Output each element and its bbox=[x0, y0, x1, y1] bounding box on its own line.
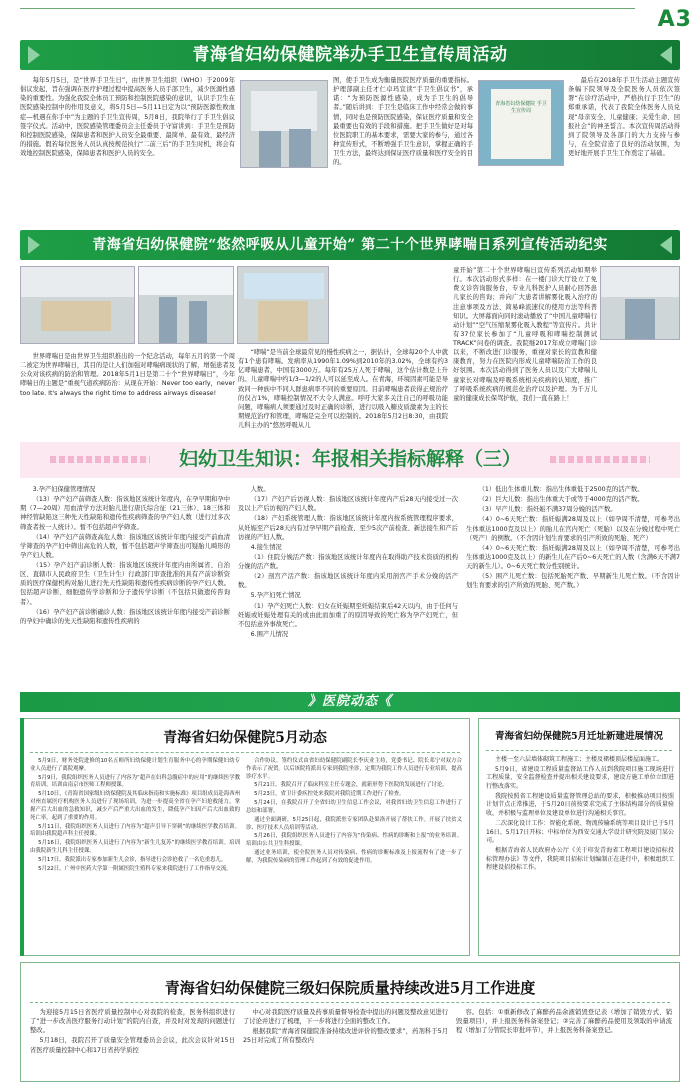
article3-item: 容。包括：①重新修改了麻醉药品余液销毁登记表（增加了销毁方式、销毁量项目），并上报医务科备案登记；②完善了麻醉药品使用及领取的申请流程（增加了分管院长审批环节），并上报医务科备案登记。 bbox=[456, 1009, 672, 1035]
knowledge-col3-p: （2）巨大儿数：指出生体重大于或等于4000克的活产数。 bbox=[478, 496, 644, 504]
news1-item: 5月9日，我院组织医务人员进行了内容为“超声在妇科急腹症中的应用”的继续医学教育培训，培训由南京市医师工程师授课。 bbox=[30, 774, 240, 789]
knowledge-col2-p: 5.孕产妇死亡情况 bbox=[250, 592, 301, 600]
article2-col3 bbox=[453, 266, 597, 438]
knowledge-col1-p: （15）孕产妇产前诊断人数：指该地区该统计年度内由所属省、自治区、直辖市人民政府卫生（卫生计生）行政部门审查批准的具有产前诊断资质的医疗保健机构对胎儿进行先天性缺陷和遗传性疾病诊断的孕产妇人数。包括超声诊断、细胞遗传学诊断和分子遗传学诊断（不包括只做遗传咨询者）。 bbox=[20, 562, 230, 606]
knowledge-col2-p: 4.接生情况 bbox=[250, 543, 282, 551]
news1-col2 bbox=[246, 758, 462, 867]
poster-caption: 青海省妇幼保健院 手卫生宣传周 bbox=[495, 101, 547, 115]
article2-col1-text: 世界哮喘日是由世界卫生组织推出的一个纪念活动，每年五月的第一个周二被定为世界哮喘日，其目的是让人们加强对哮喘病现状的了解，增强患者及公众对该疾病的防治和管理。2018年5月1日是第二十个“世界哮喘日”，今年哮喘日的主题是“重视气道疾病防治：从现在开始：Never too early，never too late. It's always the right time to address airways disease! bbox=[20, 353, 235, 397]
news1-item: 5月9日，财务处院进修的10名五师所妇幼保健计划生育服务中心的孕期保健妇幼专业人员进行了离院观摩。 bbox=[30, 758, 240, 772]
knowledge-col3-p: （3）早产儿数：指妊娠不满37周分娩的活产数。 bbox=[478, 506, 617, 514]
news1-item: 5月23日，省卫计委疾控处来我院对我院近期工作进行了检查。 bbox=[254, 791, 405, 798]
article2-col2-text: “哮喘”是当前全球最常见的慢性疾病之一，据估计，全球每20个人中就有1个患有哮喘。发病率从1990年1.09%到2010年的3.02%，全球有约3亿哮喘患者，中国有3000万。每年有25万人死于哮喘，这个估计数是上升的。儿童哮喘中约1/3—1/2的人可以延至成人。在青海，环境因素可能是导致同一种族中不同人群患病率不同的重要原因。目前哮喘患者获得正规治疗的仅占1%，哮喘控制情况不大令人满意。呼吁大家多关注自己的呼吸功能问题，哮喘病人须要通过及时正确的诊断，进行以吸入糖皮质激素为主的长期规范治疗和管理，哮喘是完全可以控制的。2018年5月2日8:30，由我院儿科主办的“悠然呼吸从儿 bbox=[238, 349, 448, 429]
knowledge-col1-p: （13）孕产妇产前筛查人数：指该地区该统计年度内，在孕早期和孕中期（7—20周）用血清学方法对胎儿进行唐氏综合征（21三体）、18三体和神经管缺陷这三种先天性缺陷和遗传性疾病筛查的孕产妇人数（进行过多次筛查者按一人统计）。暂不包括超声学筛查。 bbox=[20, 496, 230, 531]
knowledge-col3-p: （4）0~6天死亡数：指妊娠满28周及以上（如孕周不清楚，可参考出生体重达1000克及以上）的新生儿在产后0~6天死亡的人数（含满6天不满7天的新生儿）。0~6天死亡数分性别统计。 bbox=[466, 544, 680, 570]
news2-rule bbox=[486, 750, 672, 751]
banner-right-arrow-icon bbox=[660, 46, 672, 64]
article2-col1 bbox=[20, 352, 235, 437]
banner-right-arrow-icon bbox=[660, 236, 672, 254]
article3-item: 中心对我院医疗质量及药事质量督导检查中提出的问题及整改意见进行了讨论并进行了梳理，下一步将进行全面的整改工作。 bbox=[243, 1009, 448, 1026]
knowledge-col2-p: （1）住院分娩活产数：指该地区该统计年度内在取得助产技术资质的机构分娩的活产数。 bbox=[238, 553, 458, 570]
article1-col1 bbox=[20, 76, 235, 226]
news1-rule bbox=[30, 752, 460, 753]
news2-items bbox=[486, 756, 674, 874]
left-stripe-decoration bbox=[50, 456, 150, 463]
news1-title: 青海省妇幼保健院5月动态 bbox=[163, 730, 327, 746]
news1-item: 合作协议。签约仪式由省妇幼保健院副院长李庆业主持，党委书记、院长邓宁对双方合作表示了祝贺。以后该院将派出专家到我院坐诊，定期为我院工作人员进行专业培训，提高诊疗水平。 bbox=[246, 758, 462, 780]
news1-item: 5月26日，我院组织医务人员进行了内容为“传染病、性病的诊断和上报”的业务培训。培训由公共卫生科授课。 bbox=[246, 833, 462, 848]
article3-item: 根据我院“青海省保健院准备持续改进评价的整改要求”，药剂科于5月25日对完成了所有整改内 bbox=[243, 1028, 448, 1045]
article2-title-banner bbox=[20, 230, 680, 260]
article1-title: 青海省妇幼保健院举办手卫生宣传周活动 bbox=[192, 44, 508, 65]
news2-item: 根据青海省人民政府办公厅《关于印发青海省工程项目建设招标投标管理办法》等文件，我院项目招标计划编制正在进行中，积极组织工程建设招投标工作。 bbox=[486, 846, 674, 872]
article3-item: 为迎接5月15日省医疗质量控制中心对我院的检查，医务科组织进行了“进一步改善医疗服务行动计划”的院内自查，并及时对发现的问题进行整改。 bbox=[30, 1009, 235, 1035]
article1-photo-poster bbox=[478, 80, 564, 166]
knowledge-col2 bbox=[238, 485, 458, 640]
banner-left-arrow-icon bbox=[28, 236, 40, 254]
right-stripe-decoration bbox=[550, 456, 650, 463]
news1-item: 5月22日，广州中医药大学第一附属医院生殖科专家来我院进行了工作指导交流。 bbox=[38, 865, 232, 872]
news1-sideline bbox=[20, 718, 24, 956]
article2-title: 青海省妇幼保健院“悠然呼吸从儿童开始” 第二十个世界哮喘日系列宣传活动纪实 bbox=[92, 236, 608, 253]
article3-col2 bbox=[243, 1008, 448, 1047]
article1-title-banner bbox=[20, 40, 680, 70]
article1-photo-1 bbox=[240, 80, 328, 168]
page-number: A3 bbox=[657, 7, 692, 32]
article2-col2 bbox=[238, 266, 448, 438]
article3-rule bbox=[30, 1002, 670, 1003]
news1-item: 5月24日，在我院召开了全省妇幼卫生信息工作会议，对我省妇幼卫生信息工作进行了总结和部署。 bbox=[246, 800, 462, 814]
article3-col3 bbox=[456, 1008, 672, 1036]
news1-item: 5月21日，我院召开了临床科室主任专题会，就新形势下医院的发展进行了讨论。 bbox=[254, 782, 448, 789]
article1-col2-text: 图，使手卫生成为衡量医院医疗质量的重要指标。护理部副主任才仁卓玛宣读“手卫生倡议书”，承诺：“为预防医源性感染，成为手卫生的倡导者。”随后讲到：手卫生是临床工作中经常会做的事情，同时也是预防医院感染，保证医疗质量和安全最重要也有效的手段和措施。把手卫生做好是对每位医院职工的基本要求，需要大家的参与，通过各种宣传形式，不断增强手卫生意识，掌握正确的手卫生方法，最终达到保证医疗质量和医疗安全的目的。 bbox=[333, 77, 473, 167]
article1-col1-text: 每年5月5日，是“世界手卫生日”，由世界卫生组织（WHO）于2009年倡议发起，旨在强调在医疗护理过程中提高医务人员手部卫生，减少医源性感染的重要性。为强化我院全体员工预防和控制医院感染的意识，认识手卫生在医院感染控制中的作用及意义，将5月5日—5月11日定为以“预防医源性败血症—机遇在你手中”为主题的手卫生宣传周，5月8日，我院举行了手卫生倡议签字仪式。活动中，医院感染管理委员会主任委员于守富讲到：手卫生是预防和控制医院感染，保障患者和医护人员安全最重要、最简单、最有效、最经济的措施。假若每位医务人员认真按规范执行“二前三后”的手卫生时机，将会有效地控制医院感染，保障患者和医护人员的安全。 bbox=[20, 77, 235, 157]
knowledge-col2-p: （17）产妇产后访视人数：指该地区该统计年度内产后28天内接受过一次及以上产后访视的产妇人数。 bbox=[238, 496, 458, 513]
news2-title: 青海省妇幼保健院5月迁址新建进展情况 bbox=[494, 731, 664, 742]
news2-item: 我院按照省工程建设质量监督管理总站的要求，积极推动项目按照计划节点正常推进，于5月20日前按要求完成了主体结构部分的质量验收，并积极与监理单位及建设单位进行沟通相关事宜。 bbox=[486, 792, 674, 818]
knowledge-col1 bbox=[20, 485, 230, 627]
knowledge-title: 妇幼卫生知识：年报相关指标解释（三） bbox=[178, 448, 521, 471]
news1-item: 通过业务培训，使全院医务人员对传染病、性病的诊断标准及上报流程有了进一步了解，为我院传染病的管理工作起到了有效的促进作用。 bbox=[246, 850, 462, 864]
top-rule bbox=[20, 8, 635, 26]
knowledge-col2-p: （2）剖宫产活产数：指该地区该统计年度内采用剖宫产手术分娩的活产数。 bbox=[238, 573, 458, 590]
article3-col1 bbox=[30, 1008, 235, 1056]
knowledge-col3 bbox=[466, 485, 680, 591]
banner-left-arrow-icon bbox=[28, 46, 40, 64]
news1-item: 5月16日，我院组织医务人员进行了内容为“新生儿复苏”的继续医学教育培训。培训由我院新生儿科主任授课。 bbox=[30, 840, 240, 855]
news1-item: 通过全面调研，5月25日起，我院派驻专家团队赴果洛开展了帮扶工作。开展了扶贫义诊、医疗技术人员培训等活动。 bbox=[246, 816, 462, 831]
article3-item: 5月18日，我院召开了质量安全管理委员会会议，此次会议针对15日省医疗质量控制中心和17日省药学质控 bbox=[30, 1037, 235, 1054]
hospital-news-banner: 》医院动态《 bbox=[20, 692, 680, 712]
knowledge-col1-p: 3.孕产妇保健管理情况 bbox=[32, 486, 96, 493]
article2-col3-text: 童开始”第二十个世界哮喘日宣传系列活动如期举行。本次活动形式多样：在一楼门诊大厅设立了免费义诊咨询服务台，专业儿科医护人员耐心回答患儿家长的咨询；并向广大患者讲解雾化吸入治疗的注意事项及方法、简易峰流速仪的使用方法等科普知识。大屏幕面向同时滚动播放了“中国儿童哮喘行动计划”“空气压缩泵雾化吸入教程”等宣传片。共计有37位家长参加了“儿童呼吸和哮喘控制测试TRACK”问卷的调查。我院继2017年成立哮喘门诊以来，不断改进门诊服务，重视对家长的宣教和健康教育，努力在医院内形成儿童哮喘防治工作的良好氛围。本次活动得到了医务人员以及广大哮喘儿童家长对哮喘及呼吸系统相关疾病的认知度，推广了呼吸系统疾病的规范化治疗以及护理。为千万儿童的健康成长保驾护航，我们一直在路上！ bbox=[453, 267, 597, 402]
knowledge-col2-p: （1）孕产妇死亡人数：妇女在妊娠期至妊娠结束后42天以内，由于任何与妊娠或妊娠处理有关的或由此而加重了的原因导致的死亡称为孕产妇死亡，但不包括意外事故死亡。 bbox=[238, 602, 458, 628]
news1-item: 5月17日，我院派出专家参加新生儿会诊，指导进行会诊抢救了一名危重患儿。 bbox=[38, 856, 227, 863]
article2-photo-1 bbox=[20, 266, 135, 344]
knowledge-title-band bbox=[20, 442, 680, 478]
news2-item: 主楼一至六层墙体砌筑工程施工；主楼及裙楼顶层楼屋面施工。 bbox=[495, 756, 664, 763]
news1-item: 5月10日，《青海省国家级妇幼保健院及其临床指南和实施标准》项目组成员赴海西州对州直属医疗机构医务人员进行了现场培训，为进一步提高全省在孕产妇抢救能力，掌握产后大出血的急救知识，减少产后严重大出血的发生，降低孕产妇因产后大出血致的死亡率，起到了重要的作用。 bbox=[30, 791, 240, 821]
article1-col3 bbox=[568, 76, 680, 226]
knowledge-col2-p: （18）产妇系统管理人数：指该地区该统计年度内按系统管理程序要求，从妊娠至产后28天内有过孕早期产前检查、至少5次产前检查、新法接生和产后访视的产妇人数。 bbox=[238, 515, 458, 541]
knowledge-col2-p: 人数。 bbox=[250, 486, 270, 493]
knowledge-col3-p: （5）围产儿死亡数：包括死胎死产数、早期新生儿死亡数。（不含因计划生育要求的引产所致的死胎、死产数。） bbox=[466, 573, 680, 590]
news2-item: 5月9日，省建设工程质量监督站工作人员到我院项目施工现场进行工程质量、安全监督检查并提出相关建设要求，建设方施工单位立即进行整改落实。 bbox=[486, 765, 674, 791]
article3-title: 青海省妇幼保健院三级妇保院质量持续改进5月工作进度 bbox=[164, 979, 536, 997]
article1-col3-text: 最后在2018年手卫生活动主题宣传条幅下院领导及全院医务人员依次签署“在诊疗活动中，严格执行手卫生”的郑重承诺，代表了我院全体医务人员兑现“母亲安全、儿童健康；关爱生命、回报社会”的神圣誓言。本次宣传周活动得到了院领导及各部门的大力支持与参与，在全院营造了良好的活动氛围，为更好地开展手卫生工作奠定了基础。 bbox=[568, 77, 680, 157]
news2-item: 二次深化设计工作：智能化系统、物流传输系统等项目设计已于5月16日、5月17日开标；中标单位为西安交通大学设计研究院及厦门某公司。 bbox=[486, 819, 674, 845]
article1-col2 bbox=[333, 76, 473, 226]
article2-photo-4 bbox=[600, 266, 680, 340]
knowledge-col1-p: （16）孕产妇产前诊断确诊人数：指该地区该统计年度内接受产前诊断的孕妇中确诊的先天性缺陷和遗传性疾病的 bbox=[20, 608, 230, 625]
knowledge-col3-p: （1）低出生体重儿数：指出生体重低于2500克的活产数。 bbox=[478, 486, 644, 493]
article2-photo-2 bbox=[138, 266, 234, 344]
news1-item: 5月11日，我院组织医务人员进行了内容为“超声引导下穿刺”的继续医学教育培训。培训由我院超声科主任授课。 bbox=[30, 823, 240, 838]
knowledge-col2-p: 6.围产儿情况 bbox=[250, 630, 289, 638]
knowledge-col1-p: （14）孕产妇产前筛查高危人数：指该地区该统计年度内接受产前血清学筛查的孕产妇中筛出高危的人数，暂不包括超声学筛查出可疑胎儿畸形的孕产妇人数。 bbox=[20, 533, 230, 559]
news1-col1 bbox=[30, 758, 240, 875]
knowledge-col3-p: （4）0~6天死亡数：指妊娠满28周及以上（如孕周不清楚，可参考出生体重达1000克及以上）的胎儿在宫内死亡（死胎）以及在分娩过程中死亡（死产）的例数。（不含因计划生育要求的引产所致的死胎、死产） bbox=[466, 516, 680, 542]
